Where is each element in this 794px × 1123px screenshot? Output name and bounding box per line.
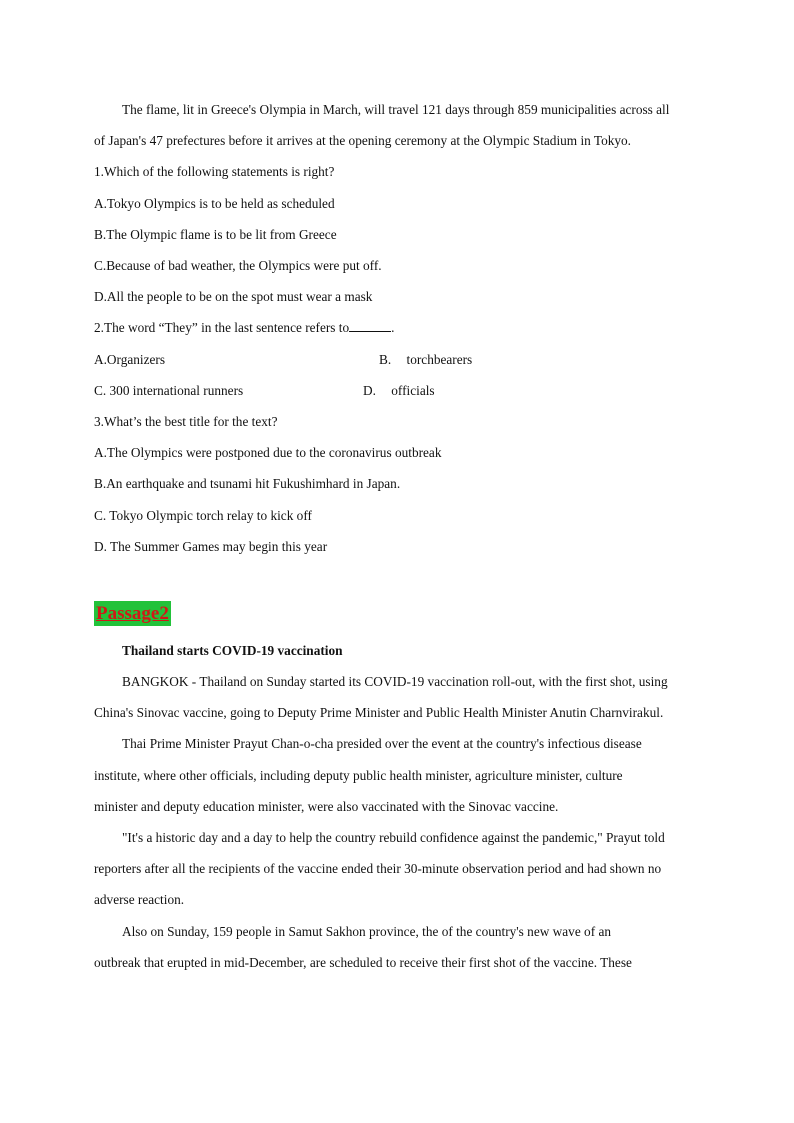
question-stem-end: . [391,320,395,335]
answer-option: A.Tokyo Olympics is to be held as scheduled [94,196,335,211]
answer-option: C. 300 international runners [94,383,244,398]
option-letter: D. [363,383,376,398]
answer-option [379,351,472,369]
option-letter: B. [379,352,392,367]
paragraph-line: minister and deputy education minister, were also vaccinated with the Sinovac vaccine. [94,799,559,814]
question-stem-text: 2.The word “They” in the last sentence refers to [94,320,350,335]
paragraph-line: The flame, lit in Greece's Olympia in March, will travel 121 days through 859 municipalities across all [122,102,670,117]
option-text: torchbearers [406,352,473,367]
paragraph-line: of Japan's 47 prefectures before it arrives at the opening ceremony at the Olympic Stadium in Tokyo. [94,133,631,148]
answer-option [363,382,435,400]
paragraph-line: China's Sinovac vaccine, going to Deputy Prime Minister and Public Health Minister Anutin Charnvirakul. [94,705,664,720]
option-text: officials [391,383,435,398]
answer-option: D. The Summer Games may begin this year [94,539,328,554]
answer-option: A.Organizers [94,352,166,367]
question-stem: 1.Which of the following statements is right? [94,164,335,179]
answer-option: D.All the people to be on the spot must wear a mask [94,289,373,304]
question-stem [94,319,394,337]
answer-option: B.The Olympic flame is to be lit from Greece [94,227,337,242]
answer-option: C.Because of bad weather, the Olympics were put off. [94,258,382,273]
answer-blank [349,319,391,332]
paragraph-line: "It's a historic day and a day to help the country rebuild confidence against the pandemic," Prayut told [122,830,665,845]
question-stem: 3.What’s the best title for the text? [94,414,278,429]
answer-option: B.An earthquake and tsunami hit Fukushimhard in Japan. [94,476,401,491]
paragraph-line: reporters after all the recipients of the vaccine ended their 30-minute observation period and had shown no [94,861,662,876]
paragraph-line: BANGKOK - Thailand on Sunday started its COVID-19 vaccination roll-out, with the first shot, using [122,674,668,689]
paragraph-line: Thai Prime Minister Prayut Chan-o-cha presided over the event at the country's infectious disease [122,736,642,751]
answer-option: A.The Olympics were postponed due to the coronavirus outbreak [94,445,442,460]
paragraph-line: institute, where other officials, including deputy public health minister, agriculture minister, culture [94,768,623,783]
passage-label: Passage2 [96,603,169,624]
answer-option: C. Tokyo Olympic torch relay to kick off [94,508,312,523]
article-title: Thailand starts COVID-19 vaccination [122,643,343,658]
paragraph-line: adverse reaction. [94,892,185,907]
paragraph-line: outbreak that erupted in mid-December, are scheduled to receive their first shot of the vaccine. These [94,955,632,970]
paragraph-line: Also on Sunday, 159 people in Samut Sakhon province, the of the country's new wave of an [122,924,611,939]
